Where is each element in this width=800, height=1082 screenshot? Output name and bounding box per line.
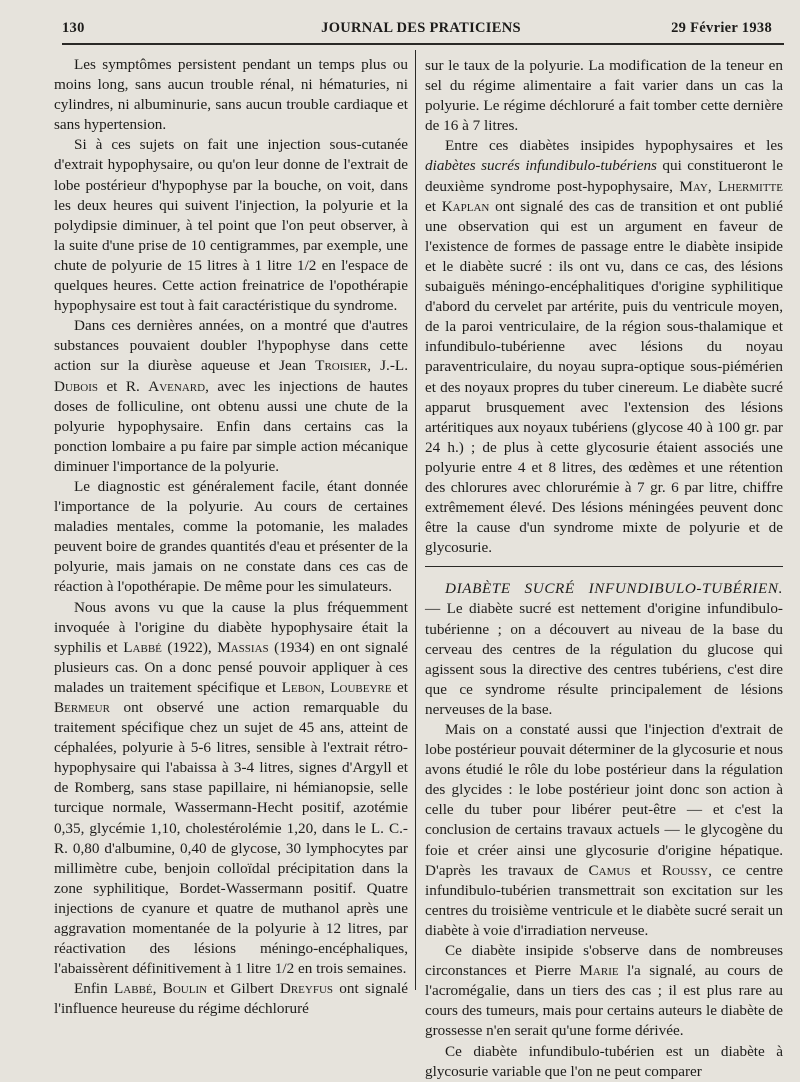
- text: Dans ces dernières années, on a montré que d'autres substances pouvaient doubler l'hypophyse dans cette action sur la diurèse aqueuse et Jean: [54, 317, 408, 375]
- italic-term: diabètes sucrés infundibulo-tubériens: [425, 157, 657, 175]
- left-column: [54, 55, 408, 1020]
- text: et: [425, 197, 442, 215]
- text: Nous avons vu que la cause la plus fréquemment invoquée à l'origine du diabète hypophysaire était la syphilis et: [54, 598, 408, 656]
- text: (1922),: [161, 638, 218, 656]
- paragraph: Si à ces sujets on fait une injection sous-cutanée d'extrait hypophysaire, ou qu'on leur donne de l'extrait de lobe postérieur d'hypophyse par la bouche, on voit, dans les deux heures qui suivent l'injection, la polyurie et la polydipsie diminuer, à tel point que l'on peut observer, à la suite d'une prise de 10 centigrammes, par exemple, une chute de polyurie de 15 litres à 1 litre 1/2 en l'espace de quelques heures. Cette action freinatrice de l'opothérapie hypophysaire est tout à fait caractéristique du syndrome.: [54, 136, 408, 315]
- text: ont observé une action remarquable du traitement spécifique chez un sujet de 45 ans, atteint de céphalées, polyurie à 5-6 litres, sensible à l'extrait rétro-hypophysaire qui l'abaissa à 3-4 litres, signes d'Argyll et de Romberg, sans stase papillaire, ni hémianopsie, selle turcique normale, Wassermann-Hecht positif, azotémie 0,35, glycémie 1,10, cholestérolémie 1,20, dans le L. C.-R. 0,80 d'albumine, 0,40 de glycose, 30 lymphocytes par millimètre cube, benjoin colloïdal précipitation dans la zone syphilitique, Bordet-Wassermann positif. Quatre injections de cyanure et quatre de muthanol après une aggravation momentanée de la polyurie à 12 litres, par réactivation des lésions méningo-encéphaliques, l'abaissèrent définitivement à 1 litre 1/2 en trois semaines.: [54, 699, 408, 978]
- text: et: [391, 678, 408, 696]
- author-name: Massias: [217, 638, 269, 656]
- author-name: May: [679, 177, 708, 195]
- author-name: Lhermitte: [718, 177, 783, 195]
- text: Enfin: [74, 980, 115, 998]
- author-name: Labbé: [114, 980, 153, 998]
- text: ont signalé l'influence heureuse du régime déchloruré: [54, 980, 408, 1018]
- author-name: Marie: [579, 962, 619, 980]
- author-name: Camus: [588, 861, 631, 879]
- paragraph: Le diagnostic est généralement facile, étant donnée l'importance de la polyurie. Au cours de certaines maladies mentales, comme la potomanie, les malades peuvent boire de grandes quantités d'eau et présenter de la polyurie, mais jamais on ne constate dans ces cas de réaction à l'opothérapie. De même pour les simulateurs.: [54, 477, 408, 596]
- section-heading: DIABÈTE SUCRÉ INFUNDIBULO-TUBÉRIEN.: [445, 580, 783, 598]
- text: Mais on a constaté aussi que l'injection d'extrait de lobe postérieur pouvait déterminer de la glycosurie et nous avons étudié le rôle du lobe postérieur dans la régulation des glycides : le lobe postérieur joint donc son action à celle du tuber pour libérer peut-être — et c'est la conclusion de certains travaux actuels — le glycogène du foie et créer ainsi une glycosurie d'origine hépatique. D'après les travaux de: [425, 721, 783, 879]
- text: , avec les injections de hautes doses de folliculine, ont obtenu aussi une chute de la polyurie hypophysaire. Enfin dans certains cas la ponction lombaire a pu faire par simple action mécanique diminuer l'importance de la polyurie.: [54, 377, 409, 475]
- paragraph: sur le taux de la polyurie. La modification de la teneur en sel du régime alimentaire a fait varier dans un cas la polyurie. Le régime déchloruré a fait tomber cette dernière de 16 à 7 litres.: [425, 57, 783, 135]
- text: , J.-L.: [367, 357, 408, 375]
- running-header: [62, 18, 780, 40]
- text: ,: [320, 678, 331, 696]
- journal-title: JOURNAL DES PRATICIENS: [321, 20, 521, 36]
- paragraph: [425, 720, 783, 941]
- text: Ce diabète insipide s'observe dans de nombreuses circonstances et Pierre: [425, 942, 783, 980]
- author-name: Lebon: [281, 678, 321, 696]
- paragraph: [425, 136, 783, 558]
- paragraph: [54, 598, 408, 980]
- author-name: Boulin: [162, 980, 208, 998]
- text: et Gilbert: [207, 980, 280, 998]
- author-name: Troisier: [315, 357, 368, 375]
- author-name: Dubois: [54, 377, 98, 395]
- text: l'a signalé, au cours de l'acromégalie, dans un tiers des cas ; il est plus rare au cours des tumeurs, mais pour certains auteurs le diabète de grossesse n'en serait qu'une forme dérivée.: [425, 962, 783, 1040]
- paragraph: Ce diabète infundibulo-tubérien est un diabète à glycosurie variable que l'on ne peut comparer: [425, 1042, 783, 1080]
- right-column: [425, 56, 783, 1082]
- paragraph: [54, 979, 408, 1019]
- text: Entre ces diabètes insipides hypophysaires et les: [445, 137, 783, 155]
- text: qui constitueront le deuxième syndrome post-hypophysaire,: [425, 157, 783, 195]
- author-name: Kaplan: [441, 197, 490, 215]
- author-name: Roussy: [661, 861, 709, 879]
- text: et R.: [97, 377, 149, 395]
- text: ,: [707, 177, 719, 195]
- text: , ce centre infundibulo-tubérien transmettrait son excitation sur les centres du troisième ventricule et le diabète sucré serait un diabète à voie d'irradiation nerveuse.: [425, 861, 783, 939]
- issue-date: 29 Février 1938: [671, 20, 772, 36]
- paragraph: [425, 579, 783, 720]
- section-rule: [425, 566, 783, 567]
- header-rule: [62, 43, 784, 45]
- paragraph: [425, 941, 783, 1041]
- text: ont signalé des cas de transition et ont publié une observation qui est un argument en faveur de l'existence de formes de passage entre le diabète insipide et le diabète sucré : ils ont vu, dans ce cas, des lésions subaiguës méningo-encéphalitiques d'origine syphilitique d'abord du cervelet par artérite, puis du ventricule moyen, de la paroi ventriculaire, de la région sous-thalamique et infundibulo-tubérienne avec lésions du noyau paraventriculaire, du noyau supra-optique sous-piémérien et des noyaux propres du tuber cinereum. Le diabète sucré apparut brusquement avec l'extension des lésions artéritiques aux noyaux tubériens (glycose 40 à 100 gr. par 24 h.) ; de plus à cette glycosurie étaient associés une polyurie entre 4 et 8 litres, des œdèmes et une rétention des chlorures avec chlorurémie à 7 gr. 6 par litre, chiffre extrêmement élevé. Des lésions méningées peuvent donc être la cause d'un syndrome mixte de polyurie et de glycosurie.: [425, 197, 783, 557]
- page-number: 130: [62, 20, 85, 36]
- author-name: Labbé: [123, 638, 162, 656]
- author-name: Avenard: [148, 377, 206, 395]
- text: ,: [152, 980, 163, 998]
- paragraph: [54, 316, 408, 477]
- author-name: Loubeyre: [330, 678, 392, 696]
- author-name: Dreyfus: [279, 980, 334, 998]
- text: (1934) en ont signalé plusieurs cas. On a donc pensé pouvoir appliquer à ces malades un traitement spécifique et: [54, 638, 408, 696]
- paragraph: Les symptômes persistent pendant un temps plus ou moins long, sans aucun trouble rénal, ni hématuries, ni cylindres, ni albuminurie, sans aucun trouble cardiaque et sans hypertension.: [54, 56, 408, 134]
- text: — Le diabète sucré est nettement d'origine infundibulo-tubérienne ; on a découvert au niveau de la base du cerveau des centres de la régulation du glucose qui agissent sous la directive des centres tubériens, c'est dire que ce syndrome résulte principalement de lésions nerveuses de la base.: [425, 600, 783, 718]
- author-name: Bermeur: [54, 699, 110, 716]
- column-divider: [415, 50, 416, 990]
- text: et: [630, 861, 662, 879]
